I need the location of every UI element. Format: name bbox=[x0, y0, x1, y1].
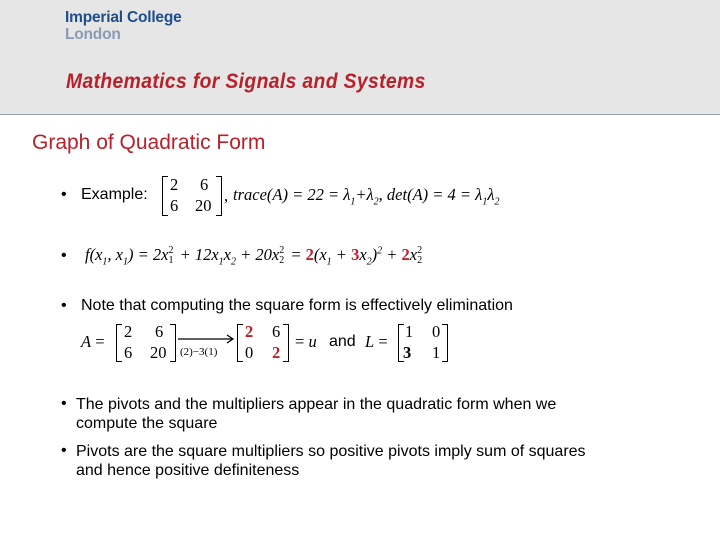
comma: , bbox=[224, 186, 229, 205]
logo-line-1: Imperial College bbox=[65, 9, 182, 26]
example-label: Example: bbox=[81, 186, 148, 203]
matrix-a21: 6 bbox=[170, 196, 179, 215]
A-a12: 6 bbox=[155, 322, 164, 341]
bullet-4-marker: • bbox=[61, 395, 67, 412]
matrix-L-bracket-right bbox=[442, 324, 448, 362]
imperial-logo bbox=[65, 9, 182, 43]
L-l12: 0 bbox=[432, 322, 441, 341]
equals-u: = u bbox=[295, 332, 317, 351]
bullet-3-marker: • bbox=[61, 297, 67, 314]
and-text: and bbox=[329, 333, 356, 350]
L-label: L = bbox=[365, 332, 388, 351]
matrix-bracket-left bbox=[162, 176, 168, 216]
quadratic-form-equation: $f(x_1$, $x_1) = 2x$ 2 1 + $12x_1x_2 + 20x$ 2 2 = $2(x_1 + 3x_2)^2 + 2x$ 2 2 bbox=[85, 245, 423, 268]
U-pivot-1: 2 bbox=[245, 322, 254, 341]
A-a21: 6 bbox=[124, 343, 133, 362]
slide-title: Graph of Quadratic Form bbox=[32, 131, 266, 154]
trace-equation: trace(A) = $22 = \lambda_1+\lambda_2$, $\det(A) = 4 = \lambda_1\lambda_2$ bbox=[233, 185, 500, 208]
matrix-U-bracket-right bbox=[283, 324, 289, 362]
U-u21: 0 bbox=[245, 343, 254, 362]
matrix-a11: 2 bbox=[170, 175, 179, 194]
bullet-5-marker: • bbox=[61, 442, 67, 459]
positive-definiteness-text: Pivots are the square multipliers so positive pivots imply sum of squares and hence positive definiteness bbox=[76, 443, 586, 479]
matrix-A-bracket-right bbox=[170, 324, 176, 362]
L-l22: 1 bbox=[432, 343, 441, 362]
pivots-multipliers-text: The pivots and the multipliers appear in the quadratic form when we compute the square bbox=[76, 396, 557, 432]
bullet-1-marker: • bbox=[61, 186, 67, 203]
row-operation-label: (2)−3(1) bbox=[180, 346, 218, 358]
L-multiplier: 3 bbox=[403, 343, 412, 362]
bullet-2-marker: • bbox=[61, 247, 67, 264]
A-a11: 2 bbox=[124, 322, 133, 341]
matrix-bracket-right bbox=[216, 176, 222, 216]
deck-title: Mathematics for Signals and Systems bbox=[66, 70, 426, 93]
elimination-arrow bbox=[178, 334, 238, 344]
matrix-U-bracket-left bbox=[237, 324, 243, 362]
matrix-a12: 6 bbox=[200, 175, 209, 194]
slide-header bbox=[0, 0, 720, 115]
A-a22: 20 bbox=[150, 343, 167, 362]
logo-line-2: London bbox=[65, 26, 121, 43]
matrix-A-bracket-left bbox=[116, 324, 122, 362]
A-label: A = bbox=[81, 332, 105, 351]
U-u12: 6 bbox=[272, 322, 281, 341]
U-pivot-2: 2 bbox=[272, 343, 281, 362]
matrix-a22: 20 bbox=[195, 196, 212, 215]
L-l11: 1 bbox=[405, 322, 414, 341]
elimination-note: Note that computing the square form is effectively elimination bbox=[81, 297, 513, 314]
